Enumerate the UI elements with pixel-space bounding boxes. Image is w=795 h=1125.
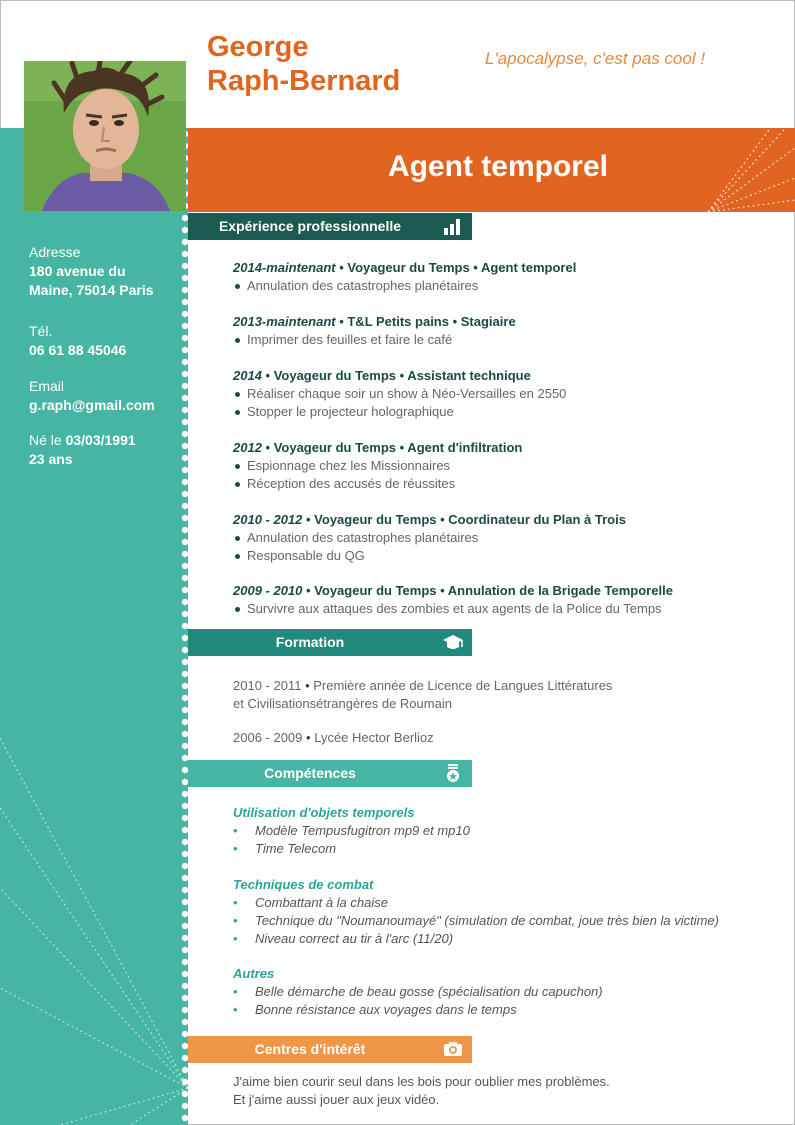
experience-entry [233, 439, 522, 493]
education-section-header [188, 629, 472, 656]
experience-role: • Voyageur du Temps • Assistant technique [261, 368, 531, 383]
skill-item: • Bonne résistance aux voyages dans le temps [233, 1001, 603, 1019]
interests-text [233, 1073, 610, 1109]
experience-task: Stopper le projecteur holographique [233, 403, 566, 421]
address-line2: Maine, 75014 Paris [29, 282, 154, 298]
birth-label: Né le [29, 432, 62, 448]
skill-item: • Time Telecom [233, 840, 470, 858]
experience-date: 2013-maintenant [233, 314, 336, 329]
interests-line: Et j'aime aussi jouer aux jeux vidéo. [233, 1092, 440, 1107]
experience-heading [233, 439, 522, 457]
skill-group-title: Utilisation d'objets temporels [233, 805, 415, 820]
experience-section-header [188, 213, 472, 240]
experience-role: • Voyageur du Temps • Agent temporel [335, 260, 577, 275]
interests-section-header [188, 1036, 472, 1063]
skill-item: • Niveau correct au tir à l'arc (11/20) [233, 930, 719, 948]
experience-role: • Voyageur du Temps • Annulation de la Brigade Temporelle [302, 583, 673, 598]
skill-group [233, 965, 603, 1019]
experience-heading [233, 511, 626, 529]
skill-item: • Modèle Tempusfugitron mp9 et mp10 [233, 822, 470, 840]
address-line1: 180 avenue du [29, 263, 126, 279]
experience-heading [233, 582, 673, 600]
experience-role: • Voyageur du Temps • Agent d'infiltration [261, 440, 523, 455]
job-title: Agent temporel [387, 150, 609, 183]
portrait-illustration [24, 61, 186, 211]
education-title: Première année de Licence de Langues Littératures [309, 678, 613, 693]
bar-chart-icon [442, 216, 464, 236]
interests-line: J'aime bien courir seul dans les bois pour oublier mes problèmes. [233, 1074, 610, 1089]
skills-section-title: Compétences [264, 765, 356, 781]
experience-task: Responsable du QG [233, 547, 626, 565]
experience-heading [233, 367, 566, 385]
experience-entry [233, 511, 626, 565]
first-name: George [207, 31, 309, 63]
skills-section-header [188, 760, 472, 787]
experience-task: Espionnage chez les Missionnaires [233, 457, 522, 475]
birth-block [29, 431, 136, 469]
education-item: 2010 - 2011 • Première année de Licence de Langues Littératures et Civilisationsétrangères de Roumain [233, 678, 613, 711]
education-title-continued: et Civilisationsétrangères de Roumain [233, 696, 452, 711]
experience-task: Imprimer des feuilles et faire le café [233, 331, 516, 349]
phone-number: 06 61 88 45046 [29, 342, 127, 358]
experience-task: Annulation des catastrophes planétaires [233, 529, 626, 547]
interests-section-title: Centres d'intérêt [254, 1041, 366, 1057]
experience-section-title: Expérience professionnelle [218, 218, 402, 234]
graduation-cap-icon [442, 632, 464, 652]
skill-group [233, 876, 719, 948]
experience-entry [233, 582, 673, 618]
medal-icon [442, 763, 464, 783]
experience-task: Réaliser chaque soir un show à Néo-Versailles en 2550 [233, 385, 566, 403]
experience-date: 2014-maintenant [233, 260, 336, 275]
education-item: 2006 - 2009 • Lycée Hector Berlioz [233, 730, 434, 745]
tagline: L'apocalypse, c'est pas cool ! [485, 49, 706, 68]
profile-photo [24, 61, 186, 211]
experience-date: 2012 [233, 440, 262, 455]
skill-group-title: Autres [233, 966, 275, 981]
phone-label: Tél. [29, 323, 53, 339]
birth-date: 03/03/1991 [65, 432, 136, 448]
skill-group [233, 804, 470, 858]
skill-item: • Combattant à la chaise [233, 894, 719, 912]
experience-heading [233, 313, 516, 331]
experience-date: 2010 - 2012 [233, 512, 303, 527]
experience-role: • Voyageur du Temps • Coordinateur du Plan à Trois [302, 512, 626, 527]
education-title: Lycée Hector Berlioz [310, 730, 434, 745]
experience-task: Survivre aux attaques des zombies et aux agents de la Police du Temps [233, 600, 673, 618]
job-title-banner [188, 128, 795, 212]
experience-task: Réception des accusés de réussites [233, 475, 522, 493]
perforated-edge [178, 128, 192, 1125]
address-label: Adresse [29, 244, 81, 260]
experience-entry [233, 259, 576, 295]
experience-entry [233, 367, 566, 421]
education-date: 2010 - 2011 [233, 678, 302, 693]
skill-item: • Belle démarche de beau gosse (spécialisation du capuchon) [233, 983, 603, 1001]
address-block [29, 243, 154, 300]
skill-item: • Technique du "Noumanoumayé" (simulation de combat, joue très bien la victime) [233, 912, 719, 930]
skill-group-title: Techniques de combat [233, 877, 374, 892]
education-date: 2006 - 2009 [233, 730, 303, 745]
experience-role: • T&L Petits pains • Stagiaire [335, 314, 516, 329]
experience-date: 2009 - 2010 [233, 583, 303, 598]
email-block [29, 377, 155, 415]
experience-task: Annulation des catastrophes planétaires [233, 277, 576, 295]
candidate-name [207, 30, 400, 98]
email-address[interactable]: g.raph@gmail.com [29, 397, 155, 413]
experience-date: 2014 [233, 368, 262, 383]
experience-entry [233, 313, 516, 349]
phone-block [29, 322, 126, 360]
camera-icon [442, 1039, 464, 1059]
education-section-title: Formation [275, 634, 345, 650]
email-label: Email [29, 378, 65, 394]
age: 23 ans [29, 451, 73, 467]
experience-heading [233, 259, 576, 277]
last-name: Raph-Bernard [207, 65, 401, 97]
